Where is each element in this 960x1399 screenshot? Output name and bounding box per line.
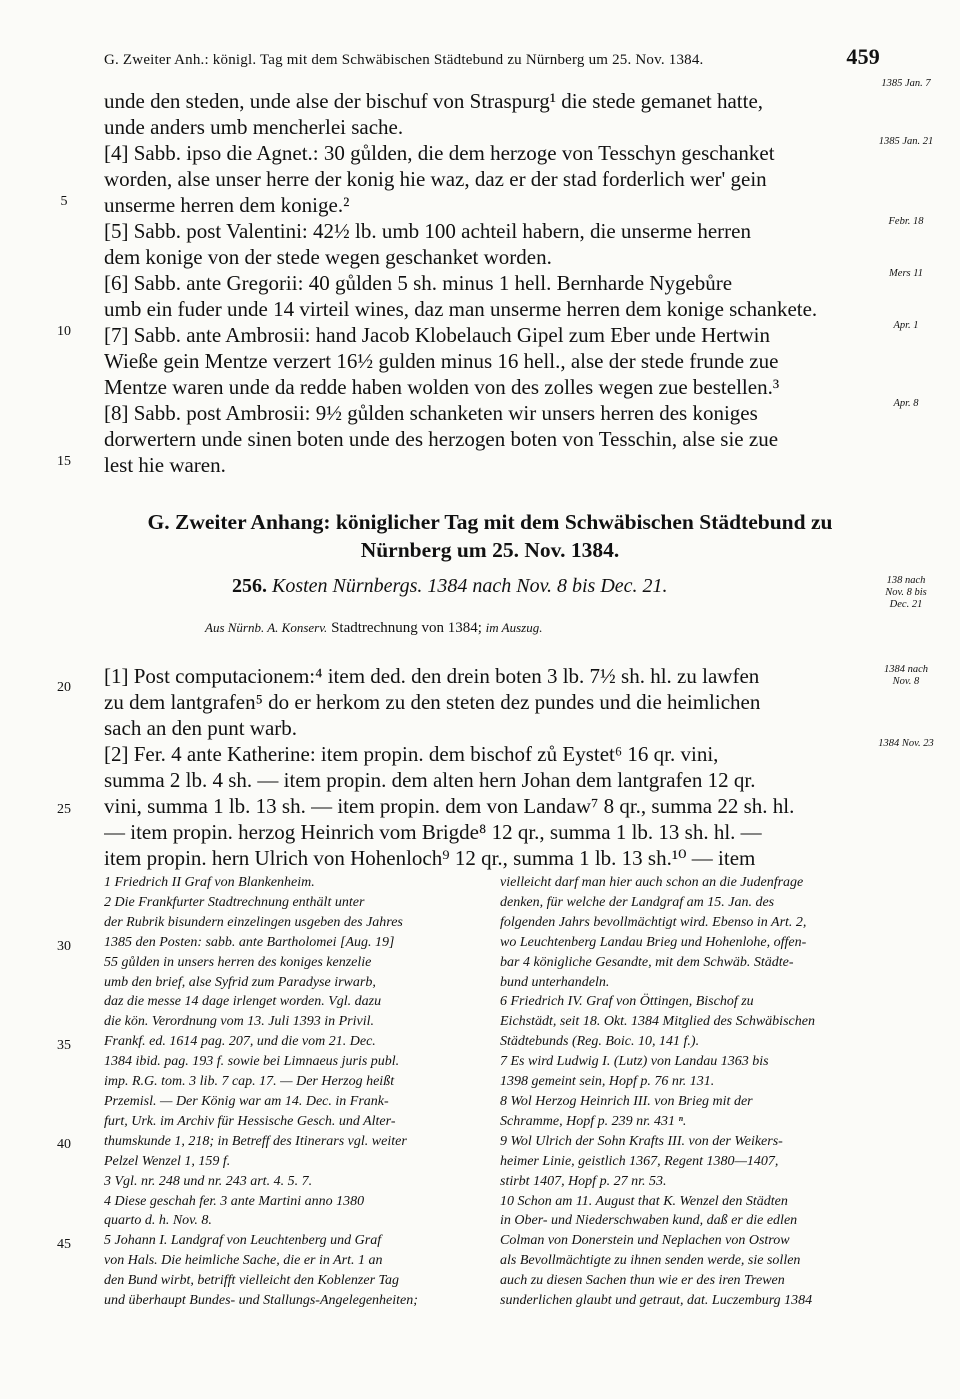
line-number: 40: [57, 1137, 71, 1152]
running-header: [104, 44, 880, 70]
footnotes-left-column: [104, 873, 484, 1311]
text-line: zu dem lantgrafen⁵ do er herkom zu den steten dez pundes und die heimlichen: [104, 690, 761, 714]
document-heading: [232, 575, 832, 598]
margin-date: Apr. 1: [893, 320, 919, 331]
text-line: dem konige von der stede wegen geschanket worden.: [104, 245, 552, 269]
line-number: 45: [57, 1237, 71, 1252]
footnote-line: sunderlichen glaubt und getraut, dat. Luczemburg 1384: [500, 1293, 813, 1309]
line-number: 25: [57, 802, 71, 817]
footnote-line: denken, für welche der Landgraf am 15. Jan. des: [500, 894, 775, 910]
source-main: Stadtrechnung von 1384;: [331, 620, 482, 636]
line-number: 20: [57, 680, 71, 695]
footnote-line: daz die messe 14 dage irlenget worden. Vgl. dazu: [104, 994, 382, 1010]
text-line: — item propin. herzog Heinrich vom Brigde⁸ 12 qr., summa 1 lb. 13 sh. hl. —: [104, 820, 762, 844]
footnote-line: Pelzel Wenzel 1, 159 f.: [104, 1153, 231, 1169]
footnote-line: die kön. Verordnung vom 13. Juli 1393 in Privil.: [104, 1014, 374, 1030]
footnote-line: 3 Vgl. nr. 248 und nr. 243 art. 4. 5. 7.: [104, 1173, 313, 1189]
footnote-divider: [104, 865, 880, 866]
text-line: umb ein fuder unde 14 virteil wines, daz man unserme herren dem konige schankete.: [104, 297, 818, 321]
text-line: unserme herren dem konige.²: [104, 193, 350, 217]
footnote-line: furt, Urk. im Archiv für Hessische Gesch. und Alter-: [104, 1113, 396, 1129]
footnote-line: Schramme, Hopf p. 239 nr. 431 ⁿ.: [500, 1113, 687, 1129]
footnote-line: imp. R.G. tom. 3 lib. 7 cap. 17. — Der Herzog heißt: [104, 1074, 395, 1090]
footnote-line: Städtebunds (Reg. Boic. 10, 141 f.).: [500, 1034, 700, 1050]
footnote-line: wo Leuchtenberg Landau Brieg und Hohenlohe, offen-: [500, 934, 807, 950]
section-title-line: G. Zweiter Anhang: königlicher Tag mit dem Schwäbischen Städtebund zu: [147, 510, 833, 534]
section-title: [100, 508, 880, 564]
footnote-line: heimer Linie, geistlich 1367, Regent 1380—1407,: [500, 1153, 779, 1169]
footnote-line: auch zu diesen Sachen thun wie er des iren Trewen: [500, 1273, 785, 1289]
text-line: [5] Sabb. post Valentini: 42½ lb. umb 100 achteil habern, die unserme herren: [104, 219, 751, 243]
text-line: lest hie waren.: [104, 453, 226, 477]
source-prefix: Aus Nürnb. A. Konserv.: [205, 620, 328, 635]
margin-date: 1384 nach Nov. 8: [883, 664, 929, 687]
margin-date: 1384 Nov. 23: [878, 738, 934, 749]
footnote-line: der Rubrik bisundern einzelingen usgeben des Jahres: [104, 914, 403, 930]
footnote-line: Przemisl. — Der König war am 14. Dec. in Frank-: [104, 1093, 389, 1109]
footnote-line: Frankf. ed. 1614 pag. 207, und die vom 21. Dec.: [104, 1034, 376, 1050]
footnote-line: 8 Wol Herzog Heinrich III. von Brieg mit der: [500, 1093, 753, 1109]
footnote-line: 4 Diese geschah fer. 3 ante Martini anno 1380: [104, 1193, 365, 1209]
footnote-line: den Bund wirbt, betrifft vielleicht den Koblenzer Tag: [104, 1273, 400, 1289]
text-line: [8] Sabb. post Ambrosii: 9½ gůlden schanketen wir unsers herren des koniges: [104, 401, 758, 425]
footnote-line: 55 gůlden in unsers herren des koniges kenzelie: [104, 954, 372, 970]
text-line: [4] Sabb. ipso die Agnet.: 30 gůlden, die dem herzoge von Tesschyn geschanket: [104, 141, 775, 165]
footnote-line: Eichstädt, seit 18. Okt. 1384 Mitglied des Schwäbischen: [500, 1014, 815, 1030]
text-line: summa 2 lb. 4 sh. — item propin. dem alten hern Johan dem lantgrafen 12 qr.: [104, 768, 756, 792]
margin-date: 1385 Jan. 21: [878, 136, 934, 147]
footnote-line: 2 Die Frankfurter Stadtrechnung enthält unter: [104, 894, 365, 910]
margin-date: Apr. 8: [893, 398, 919, 409]
source-note: [205, 620, 805, 637]
text-line: sach an den punt warb.: [104, 716, 298, 740]
page-number: 459: [846, 44, 880, 69]
text-line: unde anders umb mencherlei sache.: [104, 115, 404, 139]
line-number: 30: [57, 939, 71, 954]
footnote-line: 9 Wol Ulrich der Sohn Krafts III. von der Weikers-: [500, 1133, 783, 1149]
text-line: worden, alse unser herre der konig hie waz, daz er der stad forderlich wer' gein: [104, 167, 767, 191]
line-number: 35: [57, 1038, 71, 1053]
footnote-line: vielleicht darf man hier auch schon an die Judenfrage: [500, 875, 804, 890]
footnote-line: 1385 den Posten: sabb. ante Bartholomei [Aug. 19]: [104, 934, 395, 950]
footnote-line: von Hals. Die heimliche Sache, die er in Art. 1 an: [104, 1253, 383, 1269]
footnote-line: thumskunde 1, 218; in Betreff des Itinerars vgl. weiter: [104, 1133, 407, 1149]
line-number: 15: [57, 454, 71, 469]
footnote-line: 7 Es wird Ludwig I. (Lutz) von Landau 1363 bis: [500, 1054, 769, 1070]
footnote-line: umb den brief, alse Syfrid zum Paradyse irwarb,: [104, 974, 376, 990]
text-line: Mentze waren unde da redde haben wolden von des zolles wegen zue bestellen.³: [104, 375, 780, 399]
footnote-line: bund unterhandeln.: [500, 974, 610, 990]
footnote-line: bar 4 königliche Gesandte, mit dem Schwäb. Städte-: [500, 954, 794, 970]
footnote-line: 10 Schon am 11. August that K. Wenzel den Städten: [500, 1193, 788, 1209]
margin-date: Febr. 18: [888, 216, 924, 227]
footnote-line: 5 Johann I. Landgraf von Leuchtenberg und Graf: [104, 1233, 382, 1249]
footnote-line: 1398 gemeint sein, Hopf p. 76 nr. 131.: [500, 1074, 715, 1090]
footnote-line: folgenden Jahrs bevollmächtigt wird. Ebenso in Art. 2,: [500, 914, 807, 930]
margin-date: 138 nach Nov. 8 bis Dec. 21: [885, 575, 927, 610]
document-number: 256.: [232, 575, 267, 597]
line-number: 5: [60, 194, 68, 209]
footnote-line: quarto d. h. Nov. 8.: [104, 1213, 212, 1229]
source-suffix: im Auszug.: [485, 620, 543, 635]
text-line: [1] Post computacionem:⁴ item ded. den drein boten 3 lb. 7½ sh. hl. zu lawfen: [104, 664, 760, 688]
text-line: [6] Sabb. ante Gregorii: 40 gůlden 5 sh. minus 1 hell. Bernharde Nygebůre: [104, 271, 733, 295]
footnote-line: 1384 ibid. pag. 193 f. sowie bei Limnaeus juris publ.: [104, 1054, 400, 1070]
text-line: unde den steden, unde alse der bischuf von Straspurg¹ die stede gemanet hatte,: [104, 89, 764, 113]
footnote-line: und überhaupt Bundes- und Stallungs-Angelegenheiten;: [104, 1293, 418, 1309]
footnote-line: stirbt 1407, Hopf p. 27 nr. 53.: [500, 1173, 667, 1189]
footnote-line: Colman von Donerstein und Neplachen von Ostrow: [500, 1233, 790, 1249]
running-title: G. Zweiter Anh.: königl. Tag mit dem Schwäbischen Städtebund zu Nürnberg um 25. Nov. 1384.: [104, 52, 704, 68]
section-title-line: Nürnberg um 25. Nov. 1384.: [360, 538, 620, 562]
footnote-line: als Bevollmächtigte zu ihnen senden werde, sie sollen: [500, 1253, 801, 1269]
margin-date: Mers 11: [889, 268, 923, 279]
footnotes-right-column: [500, 873, 880, 1311]
text-line: item propin. hern Ulrich von Hohenloch⁹ 12 qr., summa 1 lb. 13 sh.¹⁰ — item: [104, 846, 756, 870]
footnote-line: in Ober- und Niederschwaben kund, daß er die edlen: [500, 1213, 798, 1229]
text-line: dorwertern unde sinen boten unde des herzogen boten von Tesschin, alse sie zue: [104, 427, 779, 451]
footnote-line: 6 Friedrich IV. Graf von Öttingen, Bischof zu: [500, 994, 754, 1010]
line-number: 10: [57, 324, 71, 339]
text-line: Wieße gein Mentze verzert 16½ gulden minus 16 hell., alse der stede frunde zue: [104, 349, 779, 373]
margin-date: 1385 Jan. 7: [881, 78, 931, 89]
text-line: [7] Sabb. ante Ambrosii: hand Jacob Klobelauch Gipel zum Eber unde Hertwin: [104, 323, 770, 347]
text-line: vini, summa 1 lb. 13 sh. — item propin. dem von Landaw⁷ 8 qr., summa 22 sh. hl.: [104, 794, 795, 818]
footnote-line: 1 Friedrich II Graf von Blankenheim.: [104, 875, 315, 890]
text-line: [2] Fer. 4 ante Katherine: item propin. dem bischof zů Eystet⁶ 16 qr. vini,: [104, 742, 719, 766]
document-heading-text: Kosten Nürnbergs. 1384 nach Nov. 8 bis Dec. 21.: [272, 575, 668, 597]
